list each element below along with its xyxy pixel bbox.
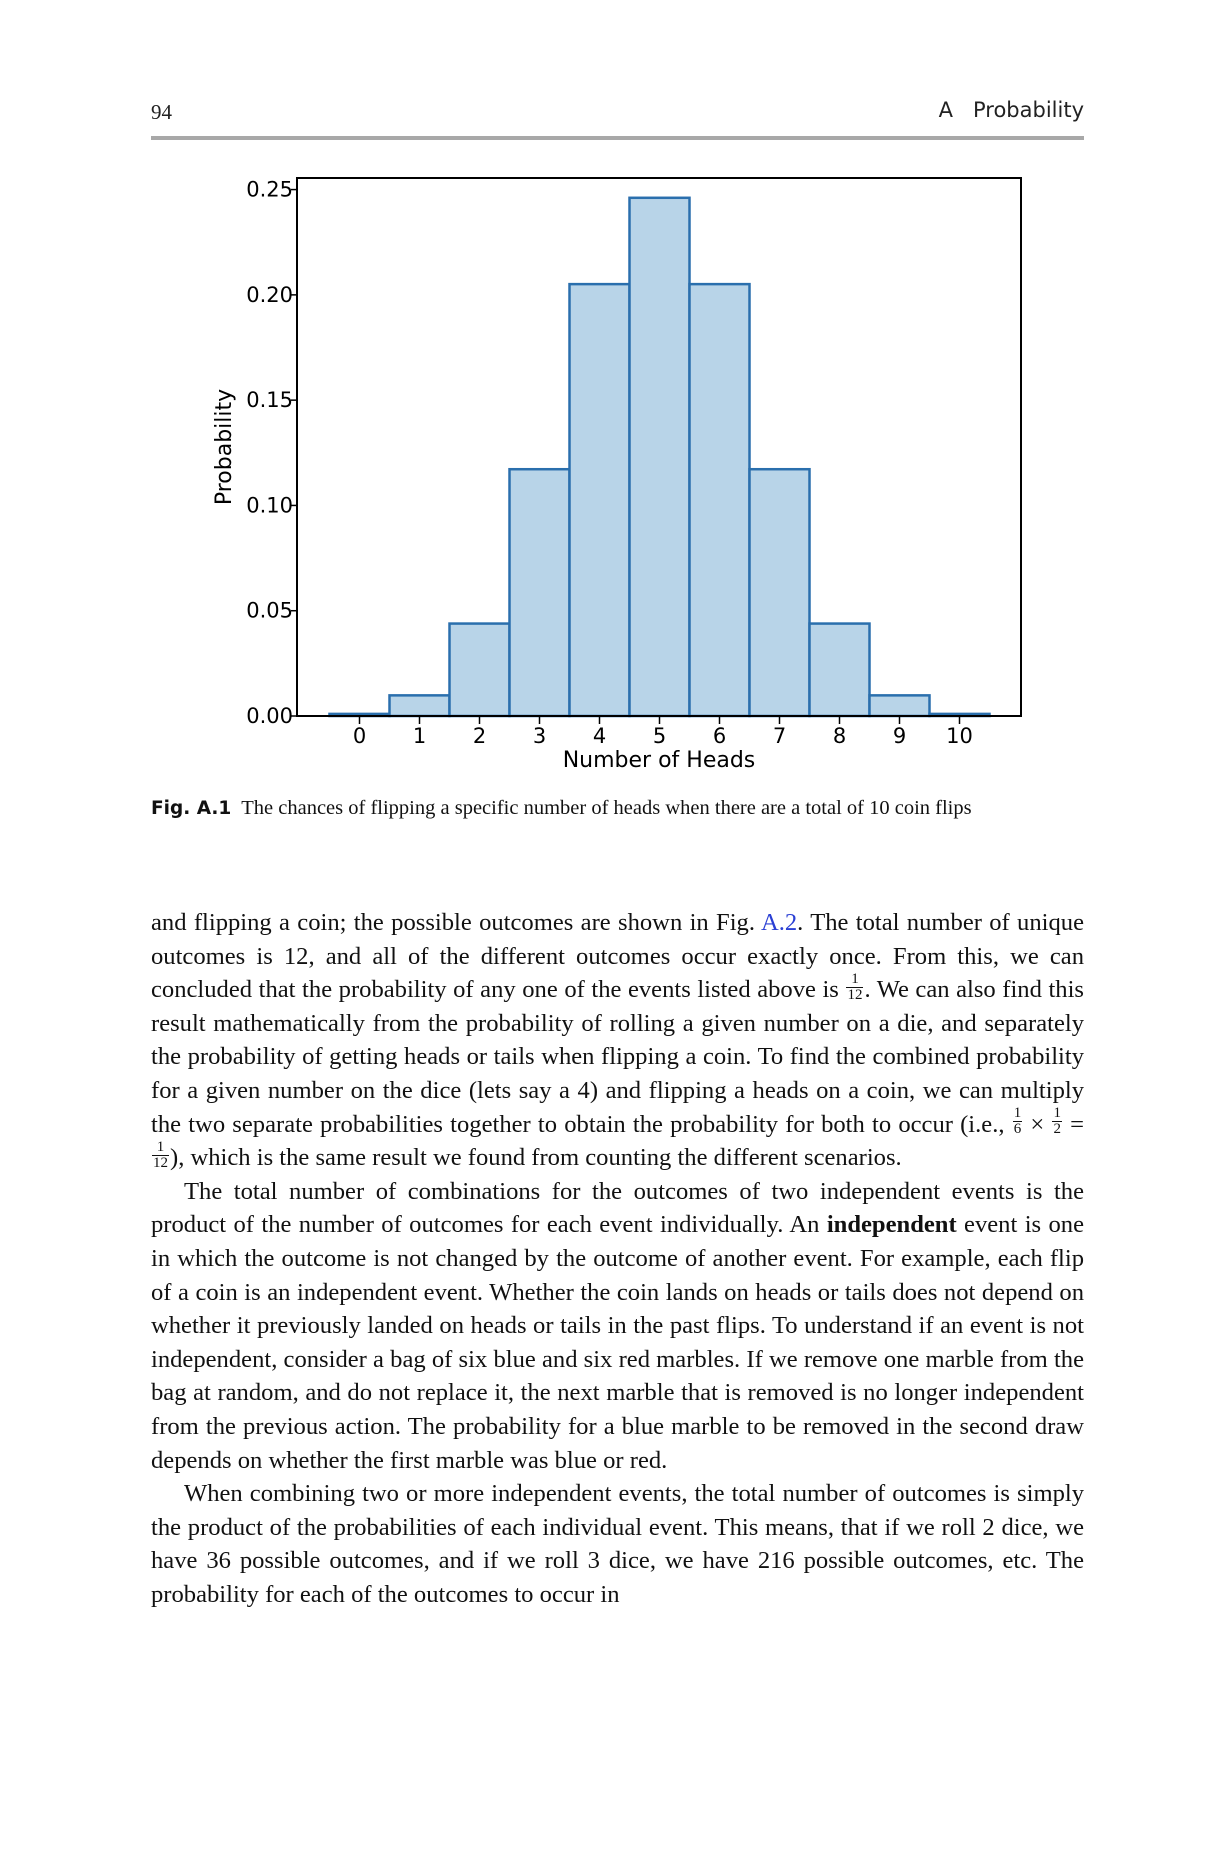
bar-5: [630, 198, 690, 716]
frac-den: 2: [1053, 1121, 1061, 1138]
x-tick-label: 6: [712, 724, 727, 748]
y-tick-label: 0.05: [246, 598, 293, 623]
x-tick-label: 8: [832, 724, 847, 748]
bar-1: [390, 695, 450, 716]
fraction-1-2: [1052, 1106, 1062, 1137]
bar-6: [690, 284, 750, 716]
x-tick-label: 5: [652, 724, 667, 748]
frac-den: 6: [1013, 1121, 1022, 1138]
p2-text-a: The total number of combinations for the outcomes of two independent events is the product of the number of outcomes for each event individually. An: [151, 1177, 1084, 1239]
x-tick-label: 4: [592, 724, 607, 748]
bar-9: [870, 695, 930, 716]
frac-den: 12: [847, 987, 863, 1004]
p1-text-c: . We can also find this result mathematically from the probability of rolling a given number on a die, and separately the probability of getting heads or tails when flipping a coin. To find the combined probability for a given number on the dice (lets say a 4) and flipping a heads on a coin, we can multiply the two separate probabilities together to obtain the probability for both to occur (i.e.,: [151, 976, 1084, 1138]
y-tick-label: 0.10: [246, 493, 293, 518]
bar-4: [570, 284, 630, 716]
frac-num: 1: [152, 1140, 169, 1156]
x-tick-label: 3: [532, 724, 547, 748]
fraction-1-12: [846, 972, 863, 1003]
y-tick-label: 0.20: [246, 282, 293, 307]
y-tick-label: 0.25: [246, 177, 293, 202]
y-axis-label: Probability: [212, 388, 237, 506]
x-axis-label: Number of Heads: [562, 748, 756, 773]
bar-7: [750, 469, 810, 716]
bar-8: [810, 624, 870, 716]
frac-num: 1: [846, 972, 863, 988]
equals-sign: =: [1062, 1110, 1084, 1138]
term-independent: independent: [826, 1211, 957, 1239]
figure-caption: [151, 797, 1091, 820]
x-tick-label: 9: [892, 724, 907, 748]
paragraph-2: [151, 1175, 1084, 1477]
paragraph-1: [151, 906, 1084, 1175]
x-tick-label: 1: [412, 724, 427, 748]
x-tick-label: 7: [772, 724, 787, 748]
y-tick-label: 0.00: [246, 704, 293, 728]
frac-num: 1: [1013, 1105, 1022, 1122]
x-tick-label: 0: [352, 724, 367, 748]
frac-num: 1: [1053, 1105, 1061, 1122]
p1-text-b: . The total number of unique outcomes is 12, and all of the different outcomes occur exactly once. From this, we can concluded that the probability of any one of the events listed above is: [151, 909, 1084, 1004]
frac-den: 12: [153, 1155, 168, 1172]
bar-3: [510, 469, 570, 716]
p1-text-a: and flipping a coin; the possible outcomes are shown in Fig.: [151, 909, 761, 936]
p2-text-b: event is one in which the outcome is not changed by the outcome of another event. For example, each flip of a coin is an independent event. Whether the coin lands on heads or tails does not depend on whether it previously landed on heads or tails in the past flips. To understand if an event is not independent, consider a bag of six blue and six red marbles. If we remove one marble from the bag at random, and do not replace it, the next marble that is removed is no longer independent from the previous action. The probability for a blue marble to be removed in the second draw depends on whether the first marble was blue or red.: [151, 1211, 1084, 1474]
x-tick-label: 2: [472, 724, 487, 748]
chapter-title: A Probability: [938, 98, 1084, 122]
page-number: 94: [151, 100, 172, 124]
fraction-1-6: [1013, 1106, 1023, 1137]
times-sign: ×: [1023, 1110, 1052, 1138]
caption-text: The chances of flipping a specific number of heads when there are a total of 10 coin flips: [241, 797, 972, 819]
binomial-bar-chart: [0, 0, 1221, 790]
figure-link[interactable]: A.2: [760, 909, 798, 936]
body-text: [151, 906, 1084, 1611]
figure-label: Fig. A.1: [151, 798, 232, 819]
x-tick-label: 10: [946, 724, 973, 748]
bar-2: [450, 624, 510, 716]
y-tick-label: 0.15: [246, 388, 293, 413]
fraction-1-12-result: [152, 1140, 169, 1171]
p1-text-d: ), which is the same result we found from counting the different scenarios.: [170, 1144, 902, 1172]
paragraph-3: When combining two or more independent events, the total number of outcomes is simply the product of the probabilities of each individual event. This means, that if we roll 2 dice, we have 36 possible outcomes, and if we roll 3 dice, we have 216 possible outcomes, etc. The probability for each of the outcomes to occur in: [151, 1480, 1084, 1608]
